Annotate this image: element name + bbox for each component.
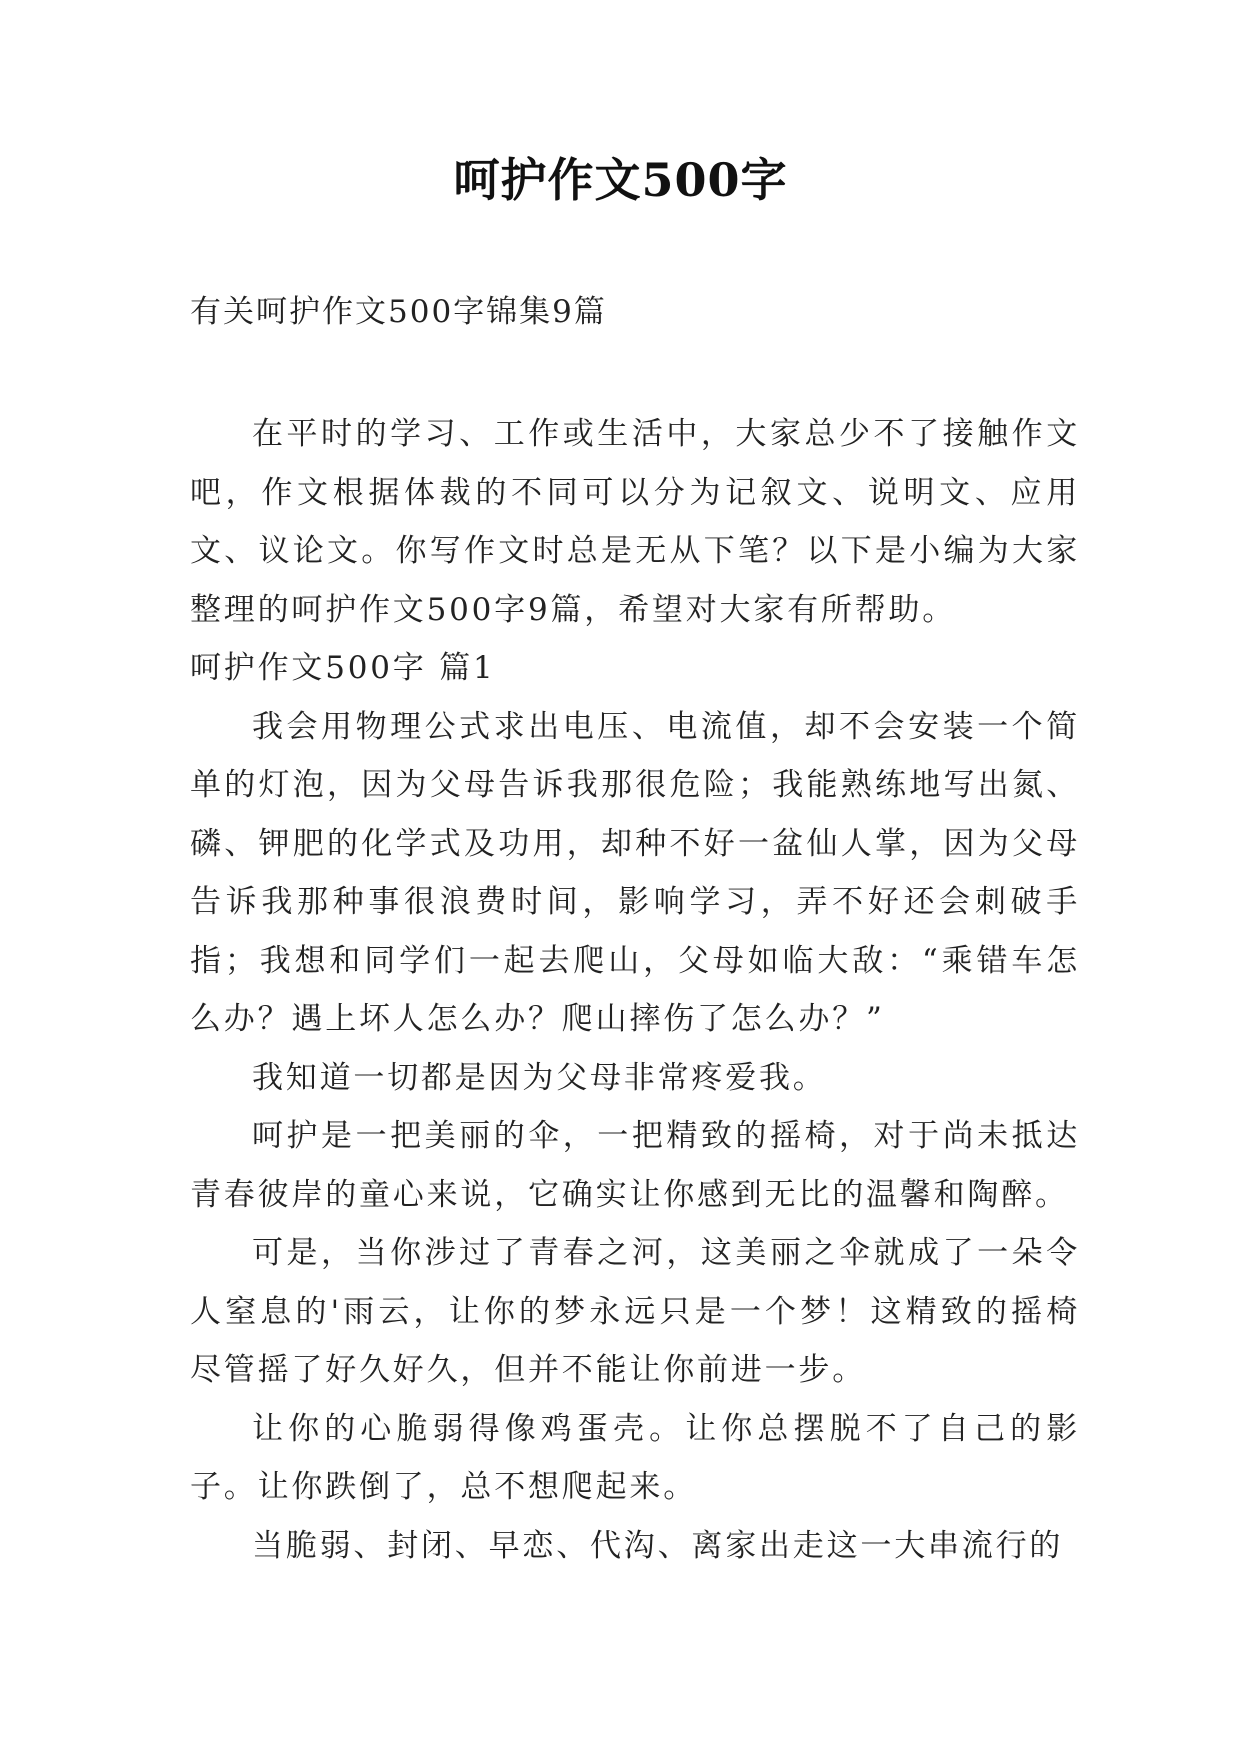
body-paragraph: 可是，当你涉过了青春之河，这美丽之伞就成了一朵令人窒息的'雨云，让你的梦永远只是一个梦！这精致的摇椅尽管摇了好久好久，但并不能让你前进一步。 (190, 1235, 1080, 1388)
body-paragraph: 呵护是一把美丽的伞，一把精致的摇椅，对于尚未抵达青春彼岸的童心来说，它确实让你感到无比的温馨和陶醉。 (190, 1118, 1080, 1213)
body-paragraph: 让你的心脆弱得像鸡蛋壳。让你总摆脱不了自己的影子。让你跌倒了，总不想爬起来。 (190, 1410, 1080, 1505)
section-heading: 呵护作文500字 篇1 (190, 650, 496, 686)
body-paragraph: 我知道一切都是因为父母非常疼爱我。 (252, 1059, 827, 1096)
intro-paragraph: 在平时的学习、工作或生活中，大家总少不了接触作文吧，作文根据体裁的不同可以分为记叙文、说明文、应用文、议论文。你写作文时总是无从下笔？以下是小编为大家整理的呵护作文500字9篇，希望对大家有所帮助。 (190, 416, 1080, 628)
body-paragraph: 当脆弱、封闭、早恋、代沟、离家出走这一大串流行的 (252, 1527, 1064, 1564)
document-body (190, 405, 1080, 1575)
body-paragraph: 我会用物理公式求出电压、电流值，却不会安装一个简单的灯泡，因为父母告诉我那很危险；我能熟练地写出氮、磷、钾肥的化学式及功用，却种不好一盆仙人掌，因为父母告诉我那种事很浪费时间，影响学习，弄不好还会刺破手指；我想和同学们一起去爬山，父母如临大敌：“乘错车怎么办？遇上坏人怎么办？爬山摔伤了怎么办？” (190, 708, 1080, 1037)
document-title: 呵护作文500字 (453, 153, 788, 207)
document-subtitle: 有关呵护作文500字锦集9篇 (190, 294, 607, 330)
